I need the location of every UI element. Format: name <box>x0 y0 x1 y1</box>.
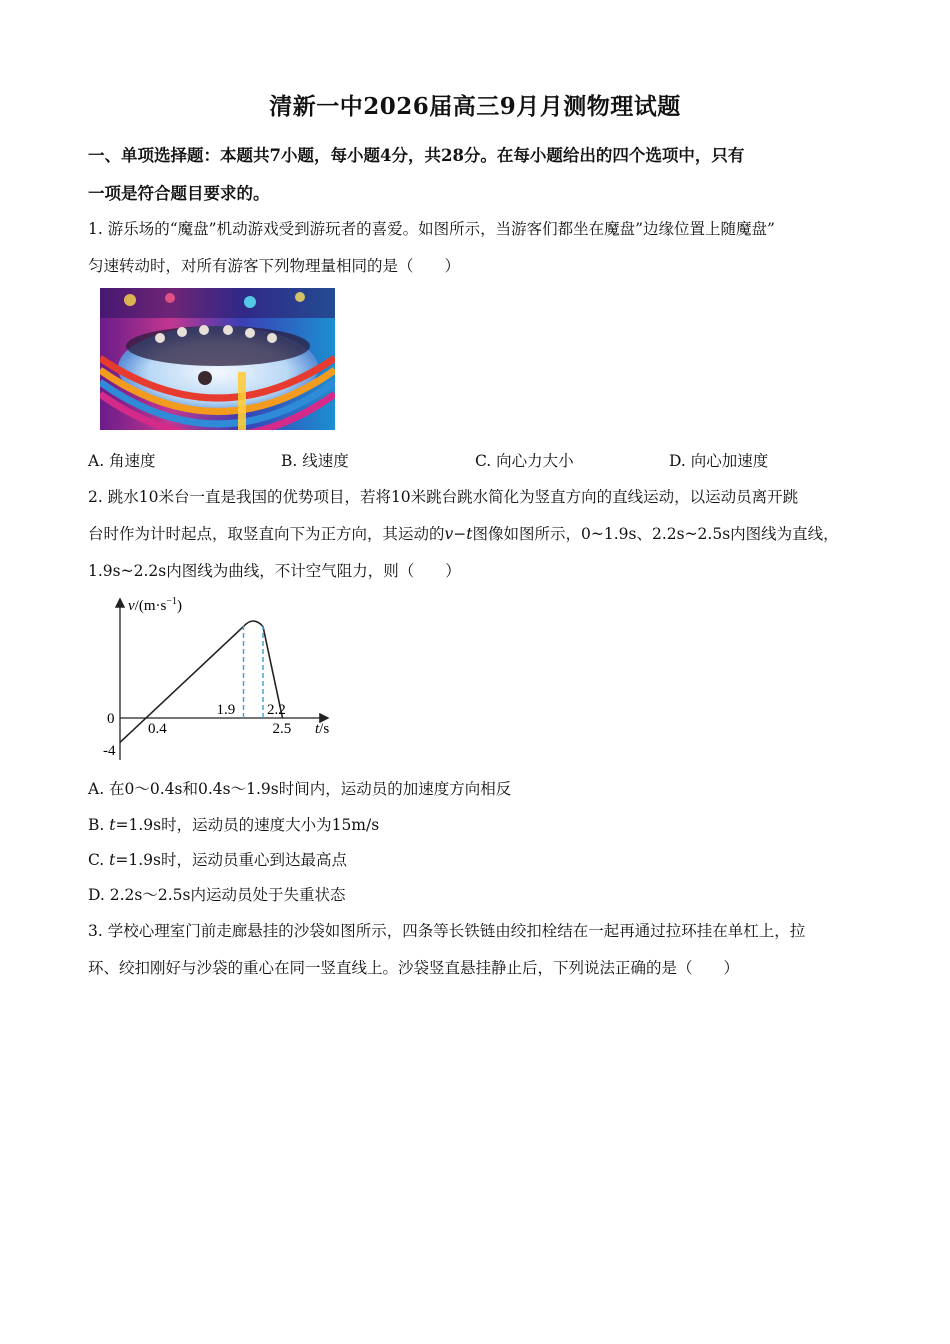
q2-option-b-t: t <box>109 816 116 834</box>
x-tick-2.5: 2.5 <box>272 721 292 737</box>
q3-stem-line2: 环、绞扣刚好与沙袋的重心在同一竖直线上。沙袋竖直悬挂静止后，下列说法正确的是（ ） <box>88 959 740 977</box>
q2-option-d: D. 2.2s～2.5s内运动员处于失重状态 <box>88 886 346 904</box>
q2-dash: − <box>453 525 467 543</box>
q1-option-a: A. 角速度 <box>88 452 156 470</box>
q2-stem-line2b: 图像如图所示，0~1.9s、2.2s~2.5s内图线为直线， <box>472 525 839 543</box>
vt-graph <box>95 590 345 769</box>
x-tick-0.4: 0.4 <box>148 721 167 737</box>
q2-option-c-prefix: C. <box>88 851 110 869</box>
q3-stem-line1: 3. 学校心理室门前走廊悬挂的沙袋如图所示，四条等长铁链由绞扣栓结在一起再通过拉环挂在单杠上，拉 <box>88 922 806 940</box>
y-tick-neg4: -4 <box>103 743 116 759</box>
x-tick-1.9: 1.9 <box>216 702 236 718</box>
x-tick-2.2: 2.2 <box>267 702 286 718</box>
q2-stem-line3: 1.9s~2.2s内图线为曲线，不计空气阻力，则（ ） <box>88 562 461 580</box>
magic-disc-photo <box>100 288 335 430</box>
q2-option-b <box>88 814 868 836</box>
q2-option-b-prefix: B. <box>88 816 110 834</box>
q2-option-c-text: =1.9s时，运动员重心到达最高点 <box>115 851 347 869</box>
q2-stem-line2 <box>88 523 868 545</box>
y-axis-label: $v/(m\cdot s^{-1})$ <box>128 596 182 614</box>
q2-v-symbol: v <box>444 525 454 543</box>
section-heading-line2: 一项是符合题目要求的。 <box>88 184 270 203</box>
q2-option-b-text: =1.9s时，运动员的速度大小为15m/s <box>115 816 380 834</box>
q2-option-a: A. 在0～0.4s和0.4s～1.9s时间内，运动员的加速度方向相反 <box>88 780 512 798</box>
q2-t-symbol: t <box>466 525 473 543</box>
q1-option-b: B. 线速度 <box>281 452 349 470</box>
origin-label: 0 <box>107 711 115 727</box>
q1-option-d: D. 向心加速度 <box>669 452 769 470</box>
vt-curve <box>120 621 283 742</box>
x-axis-label: t/s <box>315 721 330 737</box>
q2-stem-line2a: 台时作为计时起点，取竖直向下为正方向，其运动的 <box>88 525 445 543</box>
q2-stem-line1: 2. 跳水10米台一直是我国的优势项目，若将10米跳台跳水简化为竖直方向的直线运动，以运动员离开跳 <box>88 488 799 506</box>
page-title: 清新一中2026届高三9月月测物理试题 <box>269 93 681 120</box>
section-heading-line1: 一、单项选择题：本题共7小题，每小题4分，共28分。在每小题给出的四个选项中，只有 <box>88 146 745 165</box>
q2-option-c <box>88 849 868 871</box>
q1-stem-line1: 1. 游乐场的“魔盘”机动游戏受到游玩者的喜爱。如图所示，当游客们都坐在魔盘”边缘位置上随魔盘” <box>88 220 775 238</box>
q1-option-c: C. 向心力大小 <box>475 452 574 470</box>
q2-option-c-t: t <box>109 851 116 869</box>
q1-stem-line2: 匀速转动时，对所有游客下列物理量相同的是（ ） <box>88 257 461 275</box>
